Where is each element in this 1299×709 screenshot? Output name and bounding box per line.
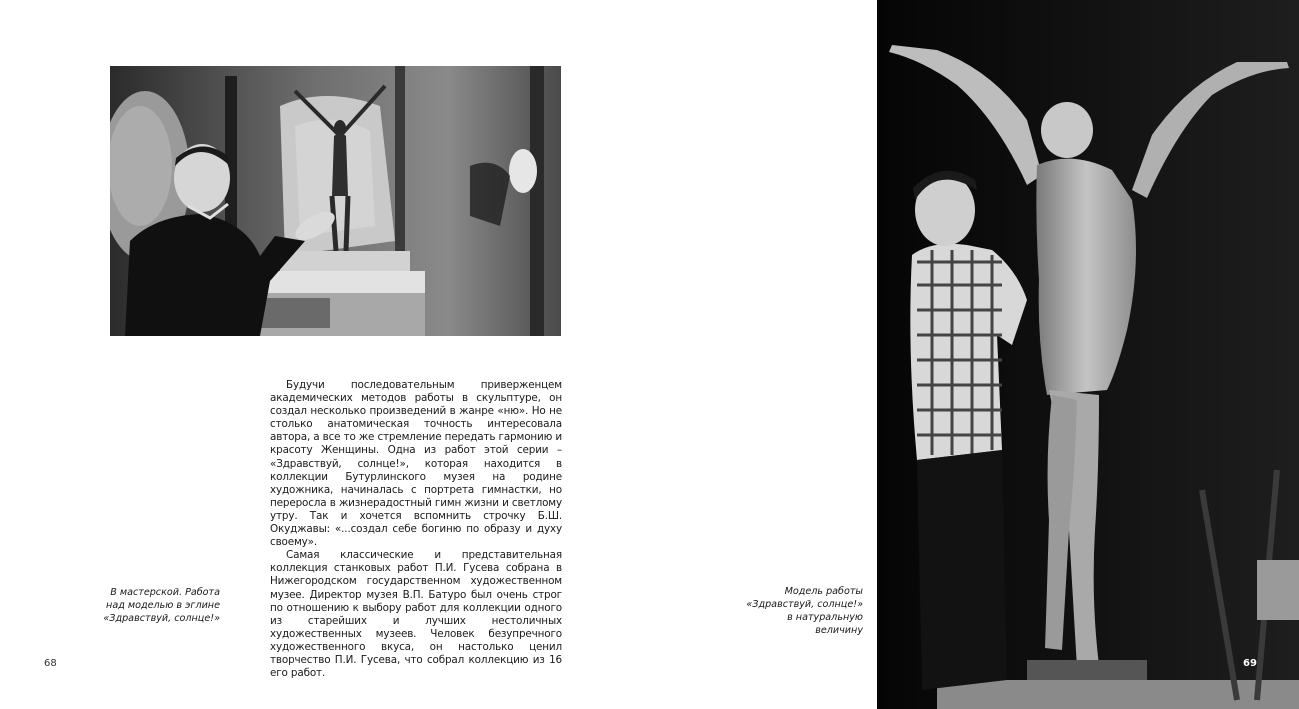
page-number: 69 bbox=[1243, 658, 1257, 669]
paragraph: Самая классические и представительная коллекция станковых работ П.И. Гусева собрана в Нижегородском государственном художественном музее. Директор музея В.П. Батуро был очень строг по отношению к выбору работ для коллекции одного из старейших и лучших нестоличных художественных музеев. Человек безупречного художественного вкуса, он настолько ценил творчество П.И. Гусева, что собрал коллекцию из 16 его работ. bbox=[270, 549, 562, 680]
right-page bbox=[877, 0, 1299, 709]
caption-line: В мастерской. Работа bbox=[110, 587, 220, 598]
workshop-photo bbox=[110, 66, 561, 336]
caption-line: Модель работы bbox=[784, 586, 863, 597]
caption-line: «Здравствуй, солнце!» bbox=[746, 599, 863, 610]
article-text bbox=[270, 379, 562, 680]
page-number: 68 bbox=[44, 658, 57, 669]
caption-line: над моделью в эглине bbox=[106, 600, 220, 611]
photo-caption bbox=[102, 586, 220, 625]
caption-line: «Здравствуй, солнце!» bbox=[103, 613, 220, 624]
photo-caption bbox=[745, 585, 863, 637]
caption-line: в натуральную величину bbox=[787, 612, 863, 636]
paragraph: Будучи последовательным приверженцем академических методов работы в скульптуре, он создал несколько произведений в жанре «ню». Но не столько анатомическая точность интересовала автора, а все то же стремление передать гармонию и красоту Женщины. Одна из работ этой серии – «Здравствуй, солнце!», которая находится в коллекции Бутурлинского музея на родине художника, начиналась с портрета гимнастки, но переросла в жизнерадостный гимн жизни и светлому утру. Так и хочется вспомнить строчку Б.Ш. Окуджавы: «...создал себе богиню по образу и духу своему». bbox=[270, 379, 562, 549]
